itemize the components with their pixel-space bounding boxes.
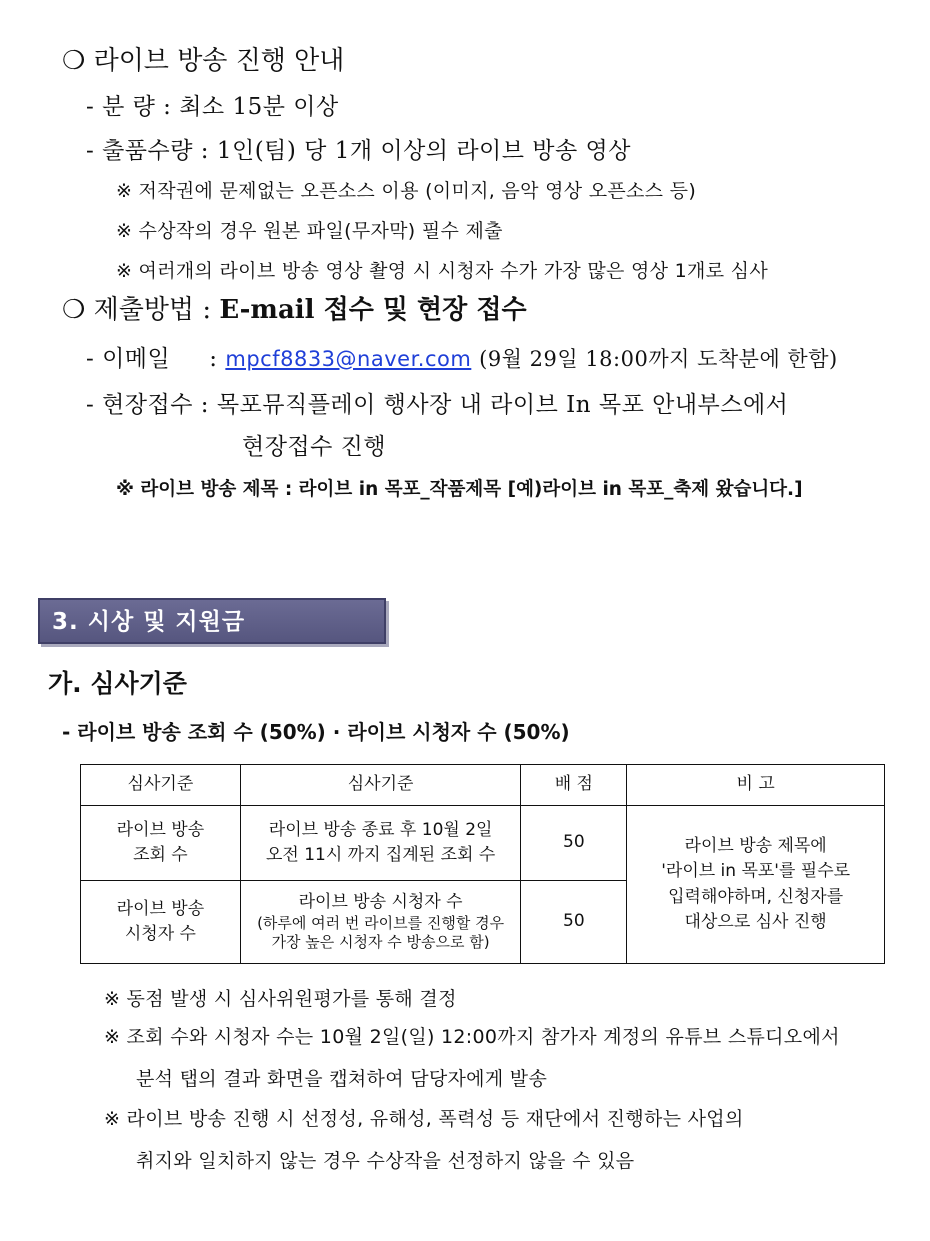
quantity-label: - 출품수량 [86,138,193,164]
cell-text: 가장 높은 시청자 수 방송으로 함) [271,933,490,952]
circle-bullet-icon: ❍ [62,295,86,325]
cell-text: 시청자 수 [124,924,196,944]
quantity-line: - 출품수량 : 1인(팀) 당 1개 이상의 라이브 방송 영상 [86,138,631,164]
footnote-content: ※ 라이브 방송 진행 시 선정성, 유해성, 폭력성 등 재단에서 진행하는 사업의 [104,1108,744,1130]
onsite-value-continued: 현장접수 진행 [242,434,387,460]
table-cell [240,806,521,881]
email-deadline-note: (9월 29일 18:00까지 도착분에 한함) [479,347,838,371]
note-multiple-videos: ※ 여러개의 라이브 방송 영상 촬영 시 시청자 수가 가장 많은 영상 1개로 심사 [116,260,768,282]
onsite-value: 목포뮤직플레이 행사장 내 라이브 In 목포 안내부스에서 [216,392,789,418]
table-header: 비 고 [627,765,885,806]
cell-text: 라이브 방송 시청자 수 [298,892,463,913]
note-original-file: ※ 수상작의 경우 원본 파일(무자막) 필수 제출 [116,220,503,242]
submission-heading: ❍ 제출방법 : E-mail 접수 및 현장 접수 [62,295,527,325]
email-line: - 이메일 : mpcf8833@naver.com (9월 29일 18:00까지 도착분에 한함) [86,346,838,372]
onsite-line: - 현장접수 : 목포뮤직플레이 행사장 내 라이브 In 목포 안내부스에서 [86,392,789,418]
onsite-label: - 현장접수 [86,392,193,418]
submission-heading-value: E-mail 접수 및 현장 접수 [219,295,527,325]
table-header: 심사기준 [240,765,521,806]
cell-text: 라이브 방송 [116,819,205,840]
criteria-table [80,764,885,964]
footnote-views: ※ 조회 수와 시청자 수는 10월 2일(일) 12:00까지 참가자 계정의 유튜브 스튜디오에서 [104,1026,840,1048]
cell-text: 대상으로 심사 진행 [684,912,827,932]
email-link[interactable]: mpcf8833@naver.com [225,347,472,371]
table-header: 심사기준 [81,765,241,806]
duration-value: 최소 15분 이상 [179,94,339,120]
footnote-views-continued: 분석 탭의 결과 화면을 캡쳐하여 담당자에게 발송 [136,1068,548,1090]
duration-label: - 분 량 [86,94,156,120]
table-header: 배 점 [521,765,627,806]
table-header-row [81,765,885,806]
table-row [81,806,885,881]
email-label: - 이메일 [86,346,171,372]
criteria-summary: - 라이브 방송 조회 수 (50%) · 라이브 시청자 수 (50%) [62,720,570,744]
table-cell [81,881,241,964]
table-cell-remark [627,806,885,964]
sub-heading-criteria: 가. 심사기준 [48,669,187,698]
section-title-bar: 3. 시상 및 지원금 [38,598,386,644]
footnote-tie: ※ 동점 발생 시 심사위원평가를 통해 결정 [104,988,457,1010]
note-copyright: ※ 저작권에 문제없는 오픈소스 이용 (이미지, 음악 영상 오픈소스 등) [116,180,697,202]
broadcast-title-note: ※ 라이브 방송 제목 : 라이브 in 목포_작품제목 [예)라이브 in 목포_축제 왔습니다.] [116,479,803,500]
cell-text: 라이브 방송 종료 후 10월 2일 [268,819,493,840]
cell-text: (하루에 여러 번 라이브를 진행할 경우 [257,913,505,932]
table-cell [240,881,521,964]
live-guide-heading-text: 라이브 방송 진행 안내 [93,46,345,76]
cell-text: 라이브 방송 [116,898,205,919]
table-cell-score: 50 [521,881,627,964]
footnote-content-continued: 취지와 일치하지 않는 경우 수상작을 선정하지 않을 수 있음 [136,1150,635,1172]
table-cell [81,806,241,881]
cell-text: '라이브 in 목포'를 필수로 [661,861,851,881]
duration-line: - 분 량 : 최소 15분 이상 [86,94,339,120]
cell-text: 오전 11시 까지 집계된 조회 수 [265,845,496,865]
quantity-value: 1인(팀) 당 1개 이상의 라이브 방송 영상 [216,138,631,164]
circle-bullet-icon: ❍ [62,46,86,76]
table-cell-score: 50 [521,806,627,881]
cell-text: 입력해야하며, 신청자를 [668,886,844,907]
cell-text: 조회 수 [133,845,188,865]
live-guide-heading [62,40,344,77]
cell-text: 라이브 방송 제목에 [684,835,827,856]
submission-heading-label: 제출방법 [93,295,195,325]
